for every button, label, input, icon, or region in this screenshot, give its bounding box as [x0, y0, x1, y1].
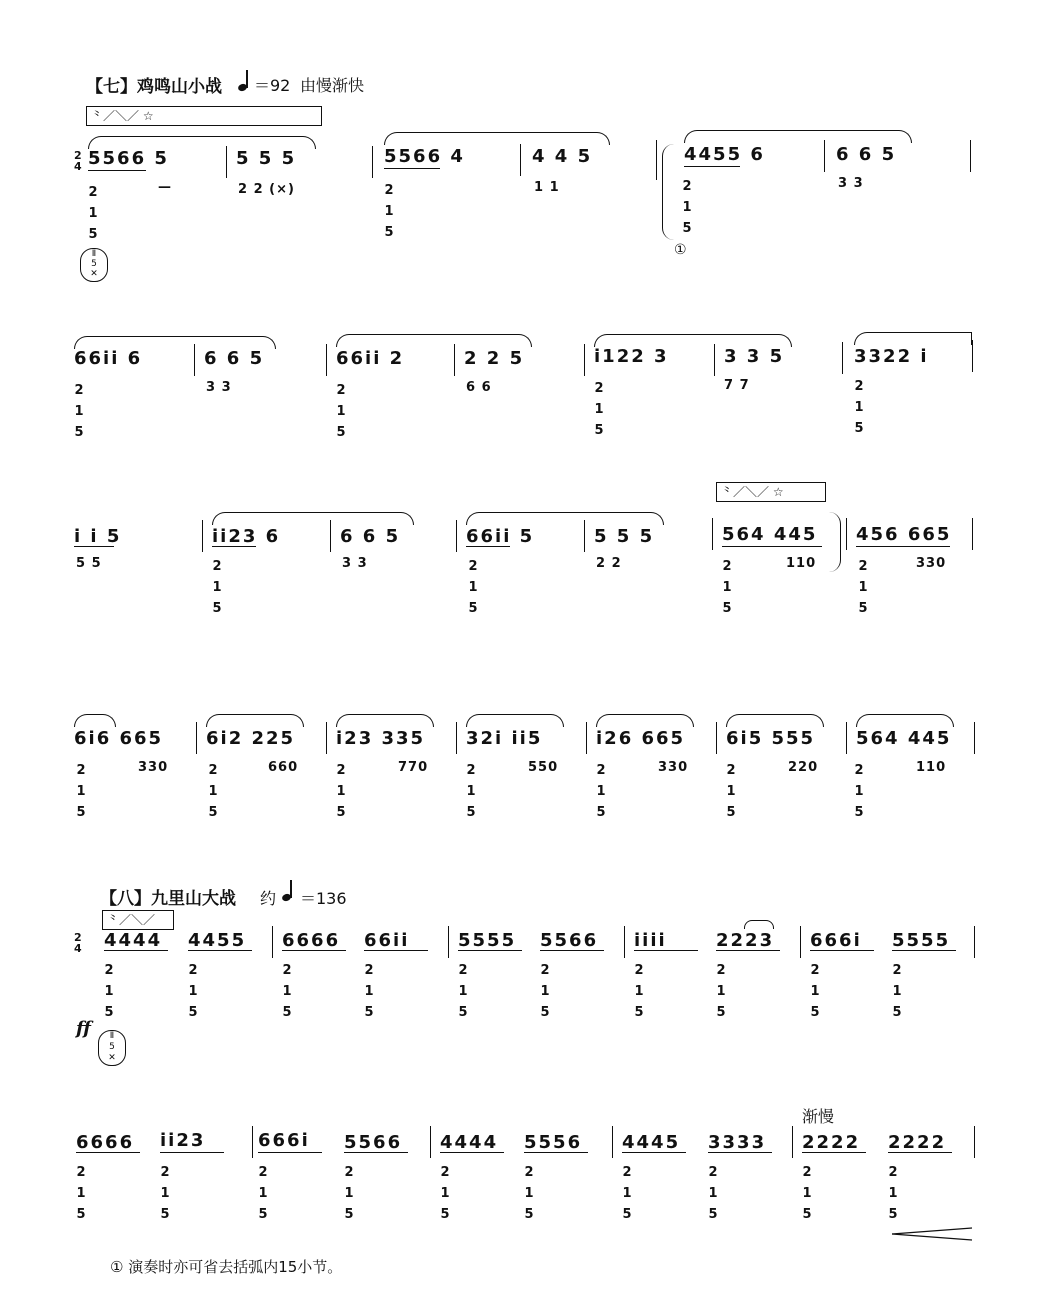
bass-column: 2 1 5: [810, 963, 820, 1020]
bass-column: 2 1 5: [258, 1165, 268, 1222]
barline: [456, 722, 457, 754]
underline: [802, 1152, 866, 1153]
underline: [188, 950, 252, 951]
underline: [212, 546, 256, 547]
group-4-2: 6i2 225: [206, 728, 296, 749]
lower: 550: [528, 760, 559, 775]
lower: 330: [138, 760, 169, 775]
group-2-1: 66ii 6: [74, 348, 143, 369]
underline: [104, 950, 168, 951]
group-5-6: 5566: [540, 930, 599, 951]
barline: [970, 140, 971, 172]
dynamic-marking: ff: [76, 1018, 91, 1039]
lower: 110: [916, 760, 947, 775]
group-6-4: 5566: [344, 1132, 403, 1153]
group-4-4: 32i ii5: [466, 728, 543, 749]
bass-column: 2 1 5: [468, 559, 478, 616]
bass-column: 2 1 5: [160, 1165, 170, 1222]
group-6-6: 5556: [524, 1132, 583, 1153]
lower-4: 3 3: [838, 176, 864, 191]
bass-column: 2 1 5: [188, 963, 198, 1020]
slur: [596, 714, 694, 727]
underline: [524, 1152, 588, 1153]
group-5-1: 4444: [104, 930, 163, 951]
group-1-3: 5566 4: [384, 146, 465, 167]
percussion-sign: Ⅱ 5 ✕: [98, 1030, 126, 1066]
lower: 220: [788, 760, 819, 775]
percussion-box: ⺀／＼／: [102, 910, 174, 930]
lower-1: —: [158, 180, 172, 195]
section8-tempo-prefix: 约: [260, 889, 277, 908]
slur: [726, 714, 824, 727]
slur: [856, 714, 954, 727]
group-5-8: 2223: [716, 930, 775, 951]
lower: 330: [658, 760, 689, 775]
footnote: ① 演奏时亦可省去括弧内15小节。: [110, 1258, 343, 1276]
decrescendo-hairpin: [892, 1226, 974, 1242]
underline: [282, 950, 346, 951]
slur: [206, 714, 304, 727]
bass-column: 2 1 5: [708, 1165, 718, 1222]
barline: [454, 344, 455, 376]
group-6-7: 4445: [622, 1132, 681, 1153]
underline: [344, 1152, 408, 1153]
underline: [684, 166, 740, 167]
bracket-paren-close: [828, 512, 841, 572]
section7-tempo-value: ＝92: [254, 76, 291, 95]
barline: [326, 344, 327, 376]
bass-column: 2 1 5: [440, 1165, 450, 1222]
bass-column: 2 1 5: [682, 179, 692, 236]
underline: [810, 950, 874, 951]
percussion-sign: Ⅱ 5 ✕: [80, 248, 108, 282]
group-5-4: 66ii: [364, 930, 410, 951]
bass-column: 2 1 5: [212, 559, 222, 616]
barline: [974, 1126, 975, 1158]
barline: [326, 722, 327, 754]
group-6-3: 666i: [258, 1130, 310, 1151]
bass-column: 2 1 5: [854, 763, 864, 820]
barline: [972, 340, 973, 372]
group-5-7: iiii: [634, 930, 667, 951]
slur: [466, 512, 664, 525]
lower: 3 3: [342, 556, 368, 571]
lower: 3 3: [206, 380, 232, 395]
underline: [384, 168, 440, 169]
barline: [612, 1126, 613, 1158]
barline: [716, 722, 717, 754]
barline: [800, 926, 801, 958]
barline: [656, 140, 657, 180]
circle-mark: ①: [674, 242, 687, 258]
group-2-7: 3322 i: [854, 346, 929, 367]
underline: [716, 950, 780, 951]
group-4-7: 564 445: [856, 728, 952, 749]
group-3-7: 456 665: [856, 524, 952, 545]
percussion-box: ⺀／＼／ ☆: [86, 106, 322, 126]
underline: [634, 950, 698, 951]
group-6-1: 6666: [76, 1132, 135, 1153]
underline: [888, 1152, 952, 1153]
bass-column: 2 1 5: [622, 1165, 632, 1222]
slur: [594, 334, 792, 347]
underline: [160, 1152, 224, 1153]
barline: [456, 520, 457, 552]
bass-column: 2 1 5: [716, 963, 726, 1020]
underline: [76, 1152, 140, 1153]
group-3-4: 66ii 5: [466, 526, 535, 547]
bass-column: 2 1 5: [858, 559, 868, 616]
barline: [430, 1126, 431, 1158]
barline: [520, 144, 521, 176]
bass-column: 2 1 5: [854, 379, 864, 436]
barline: [372, 146, 373, 178]
barline: [846, 722, 847, 754]
bass-column: 2 1 5: [634, 963, 644, 1020]
group-6-8: 3333: [708, 1132, 767, 1153]
lower: 660: [268, 760, 299, 775]
lower: 6 6: [466, 380, 492, 395]
lower: 7 7: [724, 378, 750, 393]
underline: [892, 950, 956, 951]
barline: [974, 926, 975, 958]
bass-column: 2 1 5: [208, 763, 218, 820]
slur: [74, 336, 276, 349]
section8-title: 【八】九里山大战: [100, 889, 236, 909]
barline: [272, 926, 273, 958]
slur: [74, 714, 116, 727]
slur: [336, 334, 532, 347]
barline: [972, 518, 973, 550]
group-1-1: 5566 5: [88, 148, 169, 169]
barline: [712, 518, 713, 550]
barline: [714, 344, 715, 376]
bass-column: 2 1 5: [888, 1165, 898, 1222]
slur: [336, 714, 434, 727]
lower: 770: [398, 760, 429, 775]
group-6-9: 2222: [802, 1132, 861, 1153]
underline: [708, 1152, 772, 1153]
group-1-2: 5 5 5: [236, 148, 297, 169]
slur: [854, 332, 972, 345]
lower: 330: [916, 556, 947, 571]
rit-marking: 渐慢: [802, 1107, 835, 1126]
group-2-5: i122 3: [594, 346, 669, 367]
lower: 110: [786, 556, 817, 571]
group-3-2: ii23 6: [212, 526, 281, 547]
lower: 2 2: [596, 556, 622, 571]
bass-column: 2 1 5: [722, 559, 732, 616]
underline: [856, 546, 950, 547]
group-1-5: 4455 6: [684, 144, 765, 165]
bass-column: 2 1 5: [74, 383, 84, 440]
group-1-4: 4 4 5: [532, 146, 593, 167]
underline: [364, 950, 428, 951]
group-4-5: i26 665: [596, 728, 686, 749]
group-6-10: 2222: [888, 1132, 947, 1153]
underline: [74, 546, 114, 547]
lower: 5 5: [76, 556, 102, 571]
slur: [684, 130, 912, 143]
percussion-box: ⺀／＼／ ☆: [716, 482, 826, 502]
group-3-6: 564 445: [722, 524, 818, 545]
barline: [448, 926, 449, 958]
bass-column: 2 1 5: [802, 1165, 812, 1222]
underline: [458, 950, 522, 951]
bass-column: 2 1 5: [594, 381, 604, 438]
barline: [252, 1126, 253, 1158]
group-4-1: 6i6 665: [74, 728, 164, 749]
underline: [88, 170, 146, 171]
group-5-10: 5555: [892, 930, 951, 951]
bass-column: 2 1 5: [540, 963, 550, 1020]
bass-column: 2 1 5: [458, 963, 468, 1020]
bass-column: 2 1 5: [892, 963, 902, 1020]
section7-tempo-text: 由慢渐快: [300, 76, 365, 95]
barline: [196, 722, 197, 754]
bass-column: 2 1 5: [88, 185, 98, 242]
slur: [88, 136, 316, 149]
bass-column: 2 1 5: [344, 1165, 354, 1222]
barline: [974, 722, 975, 754]
group-2-2: 6 6 5: [204, 348, 265, 369]
group-2-6: 3 3 5: [724, 346, 785, 367]
slur: [212, 512, 414, 525]
bass-column: 2 1 5: [384, 183, 394, 240]
bass-column: 2 1 5: [336, 763, 346, 820]
underline: [258, 1152, 322, 1153]
bracket-paren: [662, 144, 675, 240]
bass-column: 2 1 5: [596, 763, 606, 820]
group-2-3: 66ii 2: [336, 348, 405, 369]
group-5-2: 4455: [188, 930, 247, 951]
group-6-5: 4444: [440, 1132, 499, 1153]
bass-column: 2 1 5: [282, 963, 292, 1020]
underline: [722, 546, 822, 547]
tie: [744, 920, 774, 929]
bass-column: 2 1 5: [76, 763, 86, 820]
time-signature: 2 4: [74, 149, 82, 173]
barline: [624, 926, 625, 958]
slur: [466, 714, 564, 727]
group-5-5: 5555: [458, 930, 517, 951]
group-3-1: i i 5: [74, 526, 122, 547]
group-3-3: 6 6 5: [340, 526, 401, 547]
group-5-9: 666i: [810, 930, 862, 951]
underline: [540, 950, 604, 951]
section7-title: 【七】鸡鸣山小战: [86, 77, 222, 97]
lower-3: 1 1: [534, 180, 560, 195]
group-2-4: 2 2 5: [464, 348, 525, 369]
bass-column: 2 1 5: [466, 763, 476, 820]
underline: [622, 1152, 686, 1153]
lower-2: 2 2 (×): [238, 182, 295, 197]
barline: [846, 518, 847, 550]
barline: [226, 146, 227, 178]
barline: [792, 1126, 793, 1158]
bass-column: 2 1 5: [76, 1165, 86, 1222]
bass-column: 2 1 5: [726, 763, 736, 820]
section8-tempo-value: ＝136: [300, 889, 347, 908]
bass-column: 2 1 5: [336, 383, 346, 440]
bass-column: 2 1 5: [524, 1165, 534, 1222]
group-6-2: ii23: [160, 1130, 206, 1151]
bass-column: 2 1 5: [364, 963, 374, 1020]
underline: [466, 546, 510, 547]
underline: [440, 1152, 504, 1153]
barline: [584, 344, 585, 376]
barline: [586, 722, 587, 754]
time-signature: 2 4: [74, 931, 82, 955]
slur: [384, 132, 610, 145]
group-5-3: 6666: [282, 930, 341, 951]
quarter-note-icon: [282, 880, 300, 902]
barline: [842, 342, 843, 374]
bass-column: 2 1 5: [104, 963, 114, 1020]
group-4-6: 6i5 555: [726, 728, 816, 749]
group-3-5: 5 5 5: [594, 526, 655, 547]
barline: [202, 520, 203, 552]
group-4-3: i23 335: [336, 728, 426, 749]
barline: [824, 140, 825, 172]
group-1-6: 6 6 5: [836, 144, 897, 165]
